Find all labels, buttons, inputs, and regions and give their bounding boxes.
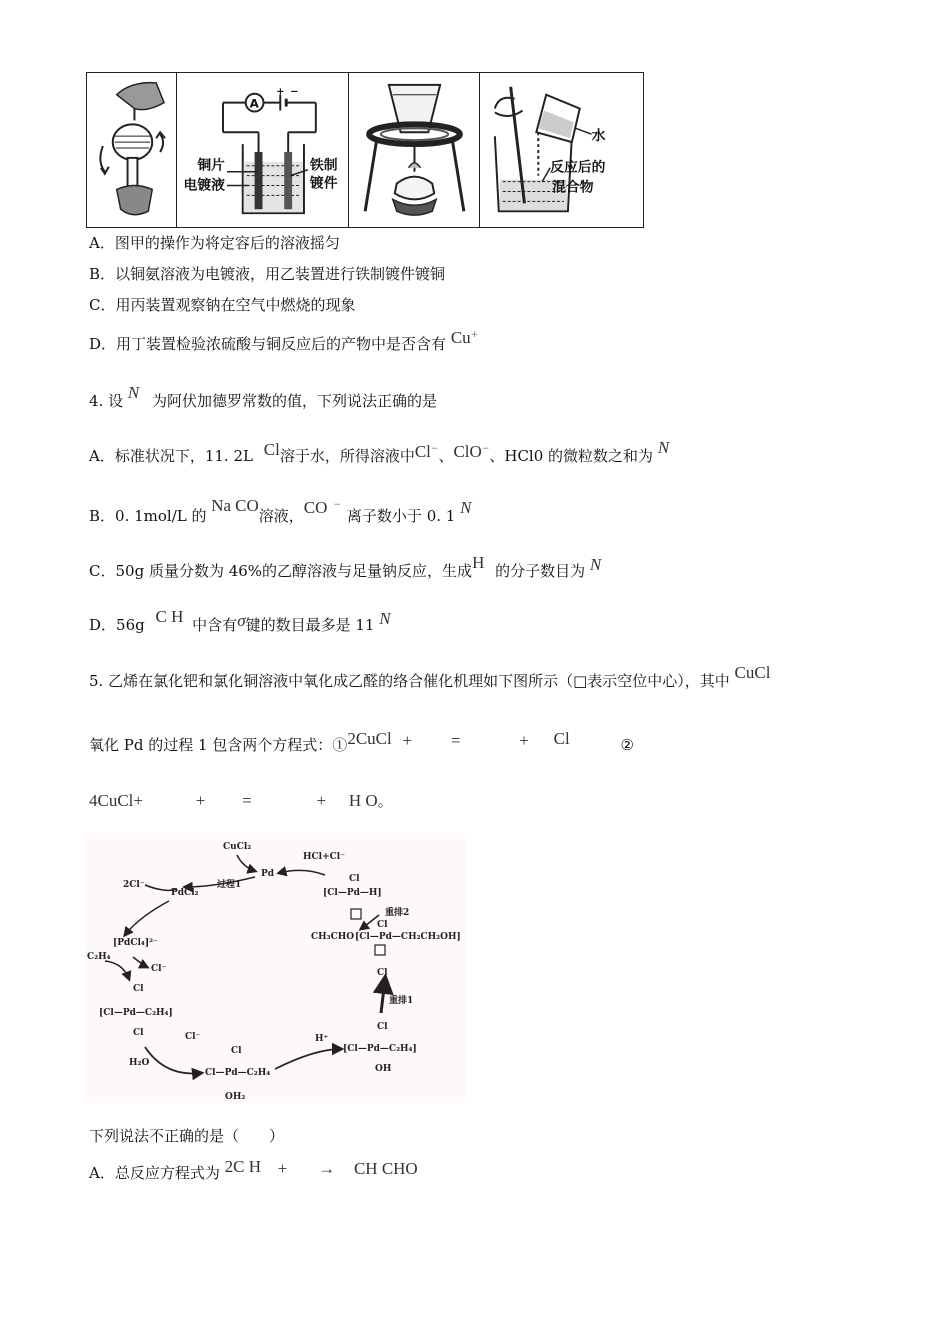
complex3-label: [Cl—Pd—C₂H₄] [343, 1044, 417, 1054]
complex1-label: [Cl—Pd—C₂H₄] [99, 1008, 173, 1018]
q4-option-d: D．56g C H 中含有σ键的数目最多是 11 N [89, 607, 391, 634]
q3-option-d: D．用丁装置检验浓硫酸与铜反应后的产物中是否含有 Cu+ [89, 328, 479, 353]
q5-stem-line2: 氧化 Pd 的过程 1 包含两个方程式：①2CuCl + = + Cl ② [89, 729, 634, 754]
q5-question: 下列说法不正确的是（ ） [89, 1127, 285, 1145]
q5-option-a: A．总反应方程式为 2C H + → CH CHO [89, 1157, 418, 1182]
copper-plate-label: 铜片 [197, 157, 225, 174]
iron-part-label-2: 镀件 [309, 175, 338, 192]
q3-option-a: A．图甲的操作为将定容后的溶液摇匀 [89, 234, 340, 252]
cl-minus2-label: Cl⁻ [185, 1032, 201, 1042]
h-plus-label: H⁺ [315, 1034, 329, 1044]
two-cl-label: 2Cl⁻ [123, 880, 145, 890]
rearr2-label: 重排2 [385, 908, 410, 918]
q4-stem: 4. 设 N 为阿伏加德罗常数的值，下列说法正确的是 [89, 383, 438, 410]
complex5-label: [Cl—Pd—H] [323, 888, 382, 898]
complex4-label: [Cl—Pd—CH₂CH₂OH] [355, 932, 461, 942]
h2o-label: H₂O [129, 1058, 150, 1068]
plating-solution-label: 电镀液 [183, 177, 225, 194]
panel-jia [87, 73, 177, 227]
q4-option-c: C．50g 质量分数为 46%的乙醇溶液与足量钠反应，生成H 的分子数目为 N [89, 553, 602, 580]
pdcl2-label: PdCl₂ [171, 888, 199, 898]
rearr1-label: 重排1 [389, 996, 414, 1006]
svg-text:Cl: Cl [377, 920, 388, 930]
oh2-label: OH₂ [225, 1092, 246, 1102]
mixture-label-1: 反应后的 [550, 159, 606, 176]
panel-ding [480, 73, 642, 227]
cu-ion-formula: Cu [450, 328, 471, 347]
apparatus-figure [86, 72, 644, 228]
svg-text:Cl: Cl [133, 1028, 144, 1038]
svg-text:Cl: Cl [349, 874, 360, 884]
q5-stem-line1: 5. 乙烯在氯化钯和氯化铜溶液中氧化成乙醛的络合催化机理如下图所示（□表示空位中心），其中 CuCl [89, 663, 771, 690]
panel-yi [177, 73, 349, 227]
q3-option-c: C．用丙装置观察钠在空气中燃烧的现象 [89, 296, 356, 314]
q3-option-b: B．以铜氨溶液为电镀液，用乙装置进行铁制镀件镀铜 [89, 265, 446, 283]
svg-text:Cl: Cl [231, 1046, 242, 1056]
water-label: 水 [591, 128, 606, 145]
svg-text:Cl: Cl [133, 984, 144, 994]
catalytic-cycle-diagram [85, 833, 465, 1103]
ammeter-label: A [249, 96, 259, 111]
process1-label: 过程1 [217, 880, 242, 890]
pd-label: Pd [261, 869, 275, 879]
q5-equation-2: 4CuCl+ + = + H O。 [89, 791, 393, 810]
pdcl4-label: [PdCl₄]²⁻ [113, 938, 158, 948]
ch3cho-label: CH₃CHO [311, 932, 355, 942]
c2h4-label: C₂H₄ [87, 952, 111, 962]
mixture-label-2: 混合物 [552, 179, 594, 196]
iron-part-label-1: 铁制 [309, 157, 338, 174]
svg-text:Cl: Cl [377, 968, 388, 978]
hcl-label: HCl+Cl⁻ [303, 852, 345, 862]
oh-label: OH [375, 1064, 392, 1074]
minus-label: − [290, 86, 299, 98]
cl-minus-label: Cl⁻ [151, 964, 167, 974]
svg-text:Cl: Cl [377, 1022, 388, 1032]
q4-option-b: B．0. 1mol/L 的 Na CO溶液，CO −离子数小于 0. 1 N [89, 496, 472, 525]
q4-option-a: A．标准状况下，11. 2L Cl溶于水，所得溶液中Cl−、ClO−、HCl0 的微粒数之和为 N [89, 438, 670, 465]
cucl2-label: CuCl₂ [223, 842, 252, 852]
plus-label: + [276, 86, 285, 98]
panel-bing [349, 73, 480, 227]
complex2-label: Cl—Pd—C₂H₄ [205, 1068, 271, 1078]
